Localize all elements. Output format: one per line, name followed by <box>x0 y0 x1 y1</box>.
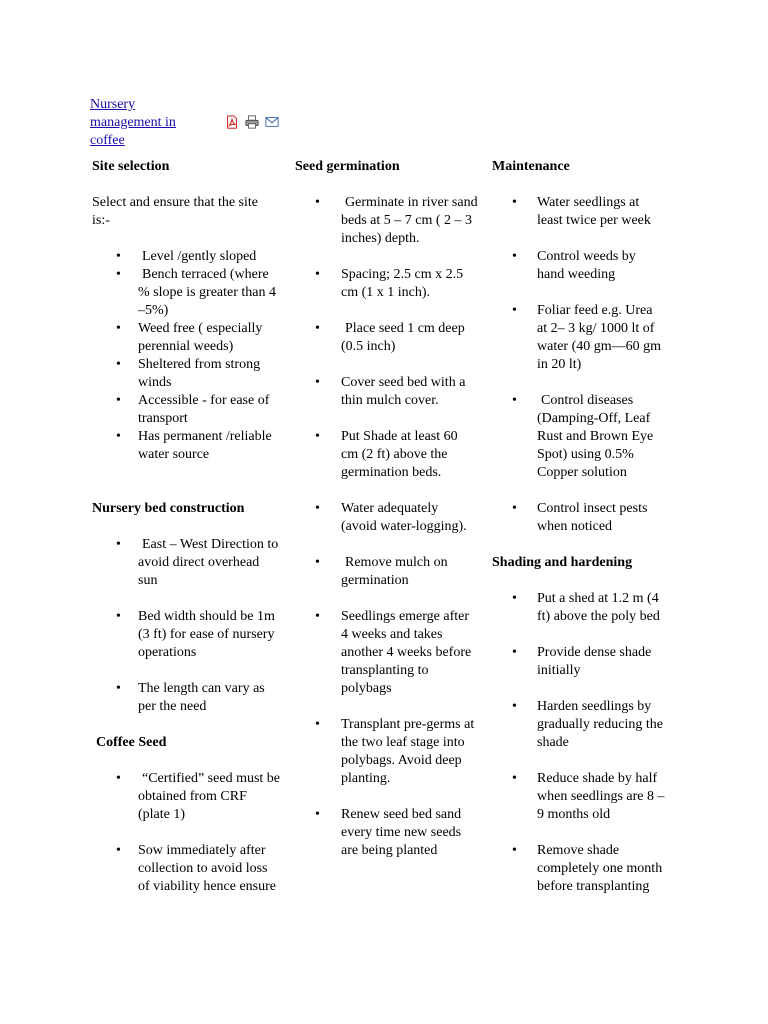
list-item: • Bed width should be 1m (3 ft) for ease of nursery operations <box>92 608 292 662</box>
heading-shading-hardening: Shading and hardening <box>492 555 633 570</box>
list-spacer <box>92 824 292 842</box>
list-item: • Cover seed bed with a thin mulch cover. <box>295 374 491 410</box>
list-spacer <box>492 284 682 302</box>
list-spacer <box>295 248 491 266</box>
title-link[interactable] <box>90 96 200 150</box>
list-item: • “Certified” seed must be obtained from CRF (plate 1) <box>92 770 292 824</box>
list-item: • Weed free ( especially perennial weeds) <box>92 320 292 356</box>
list-spacer <box>492 230 682 248</box>
site-selection-intro: Select and ensure that the site is:- <box>92 195 258 228</box>
list-item: • East – West Direction to avoid direct overhead sun <box>92 536 292 590</box>
list-spacer <box>492 482 682 500</box>
coffee-seed-list <box>92 770 292 896</box>
list-spacer <box>295 698 491 716</box>
nursery-bed-list <box>92 536 292 716</box>
list-spacer <box>492 824 682 842</box>
list-spacer <box>295 410 491 428</box>
list-spacer <box>92 590 292 608</box>
list-spacer <box>295 482 491 500</box>
list-spacer <box>492 752 682 770</box>
site-selection-list <box>92 248 292 464</box>
heading-nursery-bed: Nursery bed construction <box>92 501 245 516</box>
column-right <box>492 158 682 896</box>
list-spacer <box>295 536 491 554</box>
list-item: • Control diseases (Damping-Off, Leaf Rust and Brown Eye Spot) using 0.5% Copper solution <box>492 392 682 482</box>
list-item: • Reduce shade by half when seedlings are 8 – 9 months old <box>492 770 682 824</box>
heading-site-selection: Site selection <box>92 159 170 174</box>
column-middle <box>295 158 491 860</box>
list-spacer <box>295 356 491 374</box>
list-item: • Has permanent /reliable water source <box>92 428 292 464</box>
title-line: coffee <box>90 133 125 148</box>
title-line: management in <box>90 115 176 130</box>
shading-list <box>492 590 682 896</box>
list-item: • Bench terraced (where % slope is greater than 4 –5%) <box>92 266 292 320</box>
list-spacer <box>295 788 491 806</box>
heading-seed-germination: Seed germination <box>295 159 400 174</box>
list-item: • Accessible - for ease of transport <box>92 392 292 428</box>
action-icons <box>224 115 280 129</box>
pdf-icon[interactable] <box>224 115 240 129</box>
list-item: • Remove mulch on germination <box>295 554 491 590</box>
title-line: Nursery <box>90 97 136 112</box>
list-item: • Sheltered from strong winds <box>92 356 292 392</box>
seed-germination-list <box>295 194 491 860</box>
print-icon[interactable] <box>244 115 260 129</box>
list-item: • Renew seed bed sand every time new seeds are being planted <box>295 806 491 860</box>
list-item: • Put Shade at least 60 cm (2 ft) above the germination beds. <box>295 428 491 482</box>
list-item: • Spacing; 2.5 cm x 2.5 cm (1 x 1 inch). <box>295 266 491 302</box>
maintenance-list <box>492 194 682 536</box>
list-item: • Transplant pre-germs at the two leaf stage into polybags. Avoid deep planting. <box>295 716 491 788</box>
list-item: • Seedlings emerge after 4 weeks and takes another 4 weeks before transplanting to polybags <box>295 608 491 698</box>
heading-coffee-seed: Coffee Seed <box>96 735 167 750</box>
list-spacer <box>492 680 682 698</box>
list-spacer <box>295 302 491 320</box>
list-item: • The length can vary as per the need <box>92 680 292 716</box>
list-spacer <box>295 590 491 608</box>
list-item: • Foliar feed e.g. Urea at 2– 3 kg/ 1000 lt of water (40 gm—60 gm in 20 lt) <box>492 302 682 374</box>
list-item: • Water adequately (avoid water-logging). <box>295 500 491 536</box>
email-icon[interactable] <box>264 115 280 129</box>
list-item: • Remove shade completely one month before transplanting <box>492 842 682 896</box>
list-item: • Place seed 1 cm deep (0.5 inch) <box>295 320 491 356</box>
list-item: • Provide dense shade initially <box>492 644 682 680</box>
list-spacer <box>492 374 682 392</box>
heading-maintenance: Maintenance <box>492 159 570 174</box>
list-item: • Sow immediately after collection to avoid loss of viability hence ensure <box>92 842 292 896</box>
list-item: • Control weeds by hand weeding <box>492 248 682 284</box>
column-left <box>92 158 292 896</box>
list-item: • Water seedlings at least twice per week <box>492 194 682 230</box>
list-item: • Control insect pests when noticed <box>492 500 682 536</box>
list-spacer <box>492 626 682 644</box>
list-item: • Put a shed at 1.2 m (4 ft) above the poly bed <box>492 590 682 626</box>
list-item: • Level /gently sloped <box>92 248 292 266</box>
list-item: • Germinate in river sand beds at 5 – 7 cm ( 2 – 3 inches) depth. <box>295 194 491 248</box>
list-item: • Harden seedlings by gradually reducing the shade <box>492 698 682 752</box>
list-spacer <box>92 662 292 680</box>
